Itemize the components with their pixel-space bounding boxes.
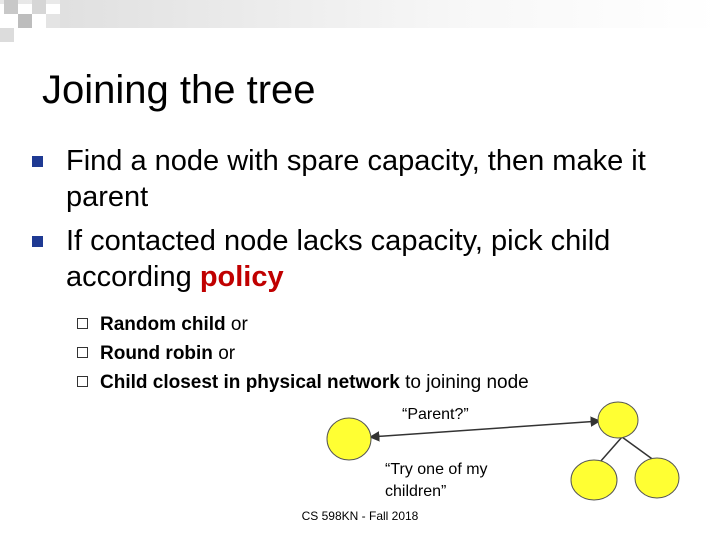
page-title: Joining the tree	[42, 68, 316, 112]
sub-bullet-bold: Child closest in physical network	[100, 372, 400, 393]
sub-bullet-rest: to joining node	[399, 372, 529, 393]
tree-edge-left	[600, 437, 622, 462]
deco-square	[4, 0, 18, 14]
joining-node	[327, 418, 371, 460]
bullet-text: If contacted node lacks capacity, pick child according	[66, 225, 611, 293]
hollow-square-bullet-icon	[77, 318, 88, 329]
square-bullet-icon	[32, 156, 43, 167]
deco-square	[18, 14, 32, 28]
bullet-item	[30, 223, 690, 295]
bullet-item	[30, 143, 690, 215]
sub-bullet-bold: Random child	[100, 314, 226, 335]
hollow-square-bullet-icon	[77, 376, 88, 387]
slide-footer	[0, 509, 720, 523]
highlight-word: policy	[199, 261, 284, 293]
tree-edge-right	[622, 437, 655, 461]
bullet-list	[30, 143, 690, 303]
deco-square	[46, 14, 60, 28]
sub-bullet-item	[74, 310, 714, 339]
sub-bullet-bold: Round robin	[100, 343, 213, 364]
sub-bullet-rest: or	[212, 343, 236, 364]
sub-bullet-list	[74, 310, 714, 397]
hollow-square-bullet-icon	[77, 347, 88, 358]
try-children-label: “Try one of my children”	[385, 461, 488, 500]
bullet-text: Find a node with spare capacity, then make it parent	[66, 145, 646, 213]
sub-bullet-item	[74, 339, 714, 368]
deco-gradient	[60, 0, 720, 28]
header-decoration	[0, 0, 720, 50]
child-node	[571, 460, 617, 500]
sub-bullet-item	[74, 368, 714, 397]
child-node	[635, 458, 679, 498]
square-bullet-icon	[32, 236, 43, 247]
deco-square	[32, 0, 46, 14]
parent-label: “Parent?”	[402, 406, 469, 423]
sub-bullet-rest: or	[225, 314, 248, 335]
footer-text: CS 598KN - Fall 2018	[301, 509, 419, 523]
deco-square	[0, 28, 14, 42]
parent-node	[598, 402, 638, 438]
